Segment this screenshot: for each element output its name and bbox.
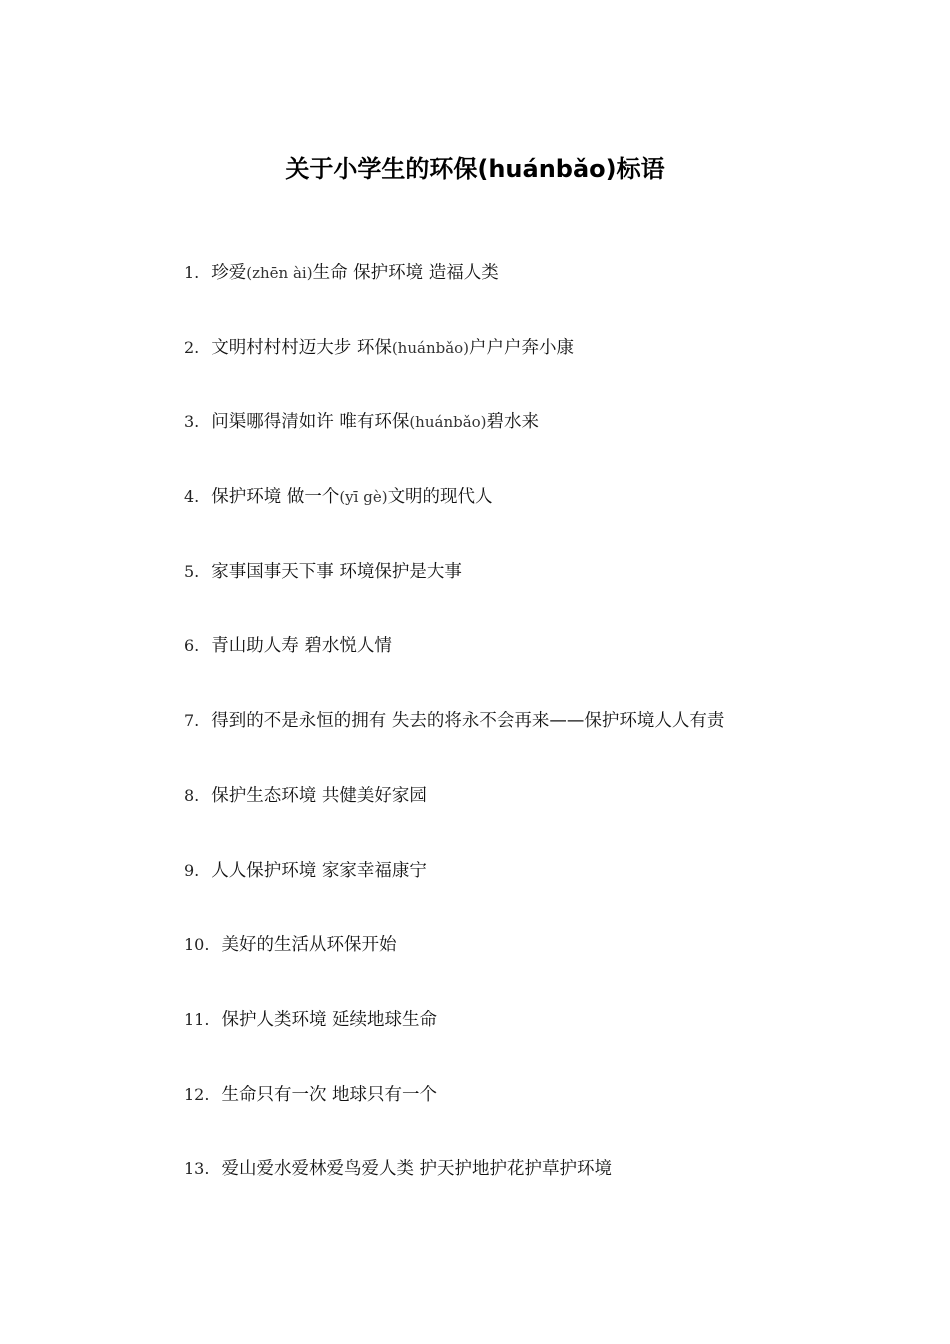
list-item-number: 7. xyxy=(184,711,200,731)
slogan-text: 保护环境 做一个 xyxy=(211,487,340,508)
list-item xyxy=(184,781,904,856)
list-item xyxy=(184,407,904,482)
pinyin-annotation: (zhēn ài) xyxy=(246,264,313,282)
pinyin-annotation: (huánbǎo) xyxy=(391,338,470,357)
slogan-text: 问渠哪得清如许 唯有环保 xyxy=(211,412,410,433)
list-item-number: 10. xyxy=(184,935,210,955)
list-item-number: 13. xyxy=(184,1159,210,1179)
list-item-text xyxy=(211,631,392,661)
slogan-text: 文明的现代人 xyxy=(387,487,493,508)
list-item-text xyxy=(211,856,427,886)
list-item-number: 3. xyxy=(184,412,200,432)
slogan-text: 珍爱 xyxy=(211,263,247,283)
list-item-number: 1. xyxy=(184,263,200,282)
list-item xyxy=(184,1080,904,1155)
list-item-number: 4. xyxy=(184,487,200,507)
list-item-text xyxy=(211,333,574,363)
slogan-text: 生命只有一次 地球只有一个 xyxy=(221,1084,438,1105)
list-item-text xyxy=(211,706,724,736)
list-item-text xyxy=(221,1080,437,1110)
list-item xyxy=(184,333,904,408)
slogan-text: 爱山爱水爱林爱鸟爱人类 护天护地护花护草护环境 xyxy=(221,1159,613,1180)
list-item-number: 12. xyxy=(184,1084,210,1104)
list-item-text xyxy=(221,1154,612,1184)
slogan-text: 人人保护环境 家家幸福康宁 xyxy=(211,860,427,881)
slogan-list xyxy=(184,258,904,1229)
slogan-text: 保护生态环境 共健美好家园 xyxy=(211,785,427,806)
pinyin-annotation: (huánbǎo) xyxy=(409,413,487,432)
list-item xyxy=(184,258,904,333)
slogan-text: 美好的生活从环保开始 xyxy=(221,935,397,956)
list-item-number: 6. xyxy=(184,636,200,656)
list-item xyxy=(184,1154,904,1229)
list-item-text xyxy=(211,258,498,288)
list-item-number: 5. xyxy=(184,561,200,581)
slogan-text: 碧水来 xyxy=(486,412,540,433)
list-item xyxy=(184,930,904,1005)
list-item-number: 8. xyxy=(184,785,200,805)
slogan-text: 家事国事天下事 环境保护是大事 xyxy=(211,561,462,582)
list-item xyxy=(184,482,904,557)
slogan-text: 生命 保护环境 造福人类 xyxy=(312,263,499,283)
list-item-text xyxy=(221,1005,437,1035)
list-item-number: 9. xyxy=(184,860,200,880)
list-item xyxy=(184,706,904,781)
slogan-text: 保护人类环境 延续地球生命 xyxy=(221,1009,438,1030)
list-item-number: 11. xyxy=(184,1009,210,1029)
list-item-text xyxy=(211,482,492,512)
document-title: 关于小学生的环保(huánbǎo)标语 xyxy=(285,155,665,183)
list-item xyxy=(184,856,904,931)
list-item xyxy=(184,1005,904,1080)
list-item xyxy=(184,557,904,632)
slogan-text: 得到的不是永恒的拥有 失去的将永不会再来——保护环境人人有责 xyxy=(211,711,725,732)
slogan-text: 户户户奔小康 xyxy=(469,337,575,358)
list-item-text xyxy=(211,557,462,587)
slogan-text: 文明村村村迈大步 环保 xyxy=(211,337,392,358)
list-item-text xyxy=(211,407,539,437)
list-item-number: 2. xyxy=(184,337,200,357)
list-item-text xyxy=(211,781,427,811)
pinyin-annotation: (yī gè) xyxy=(339,488,388,507)
slogan-text: 青山助人寿 碧水悦人情 xyxy=(211,636,392,657)
list-item xyxy=(184,631,904,706)
list-item-text xyxy=(221,930,396,960)
